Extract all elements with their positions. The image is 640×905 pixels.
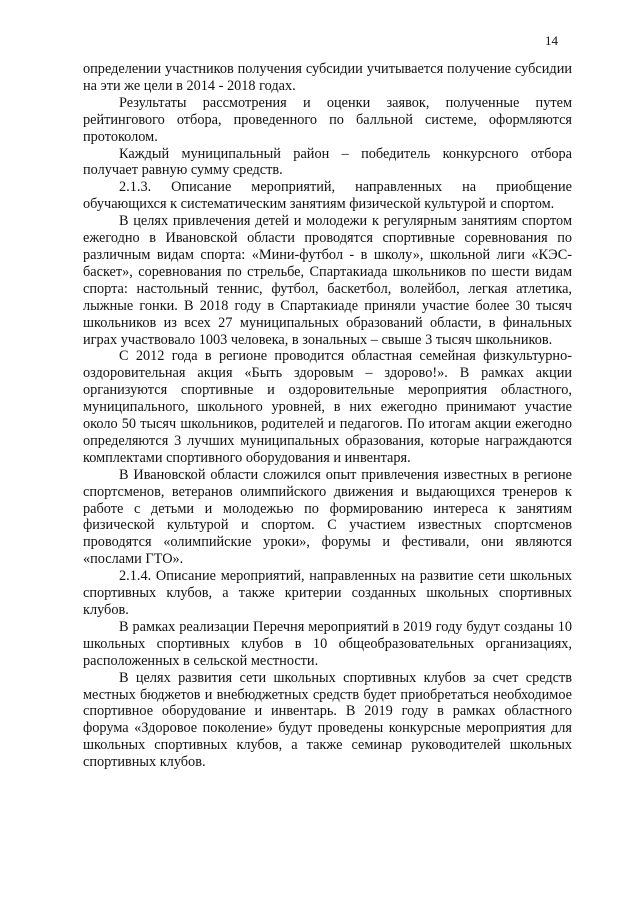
section-heading-2-1-3: 2.1.3. Описание мероприятий, направленных на приобщение обучающихся к систематическим занятиям физической культурой и спортом.	[83, 179, 572, 213]
paragraph-new-clubs: В рамках реализации Перечня мероприятий в 2019 году будут созданы 10 школьных спортивных клубов в 10 общеобразовательных организациях, расположенных в сельской местности.	[83, 618, 572, 669]
paragraph-famous-athletes: В Ивановской области сложился опыт привлечения известных в регионе спортсменов, ветеранов олимпийского движения и выдающихся тренеров к работе с детьми и молодежью по формированию интереса к занятиям физической культурой и спортом. С участием известных спортсменов проводятся «олимпийские уроки», форумы и фестивали, они являются «послами ГТО».	[83, 466, 572, 568]
paragraph-results: Результаты рассмотрения и оценки заявок, полученные путем рейтингового отбора, проведенного по балльной системе, оформляются протоколом.	[83, 94, 572, 145]
section-heading-2-1-4: 2.1.4. Описание мероприятий, направленных на развитие сети школьных спортивных клубов, а также критерии созданных школьных спортивных клубов.	[83, 568, 572, 618]
paragraph-competitions: В целях привлечения детей и молодежи к регулярным занятиям спортом ежегодно в Ивановской области проводятся спортивные соревнования по различным видам спорта: «Мини-футбол - в школу», школьной лиги «КЭС-баскет», соревнования по стрельбе, Спартакиада школьников по шести видам спорта: настольный теннис, футбол, баскетбол, волейбол, легкая атлетика, лыжные гонки. В 2018 году в Спартакиаде приняли участие более 30 тысяч школьников из всех 27 муниципальных образований области, в финальных играх участвовало 1003 человека, в зональных – свыше 3 тысяч школьников.	[83, 213, 572, 348]
page-number: 14	[545, 33, 558, 48]
paragraph-equal-sum: Каждый муниципальный район – победитель конкурсного отбора получает равную сумму средств.	[83, 145, 572, 179]
paragraph-family-action: С 2012 года в регионе проводится областная семейная физкультурно-оздоровительная акция «Быть здоровым – здорово!». В рамках акции организуются спортивные и оздоровительные мероприятия областного, муниципального, школьного уровней, в них ежегодно принимают участие около 50 тысяч школьников, родителей и педагогов. По итогам акции ежегодно определяются 3 лучших муниципальных образования, которые награждаются комплектами спортивного оборудования и инвентаря.	[83, 348, 572, 466]
paragraph-subsidy-continuation: определении участников получения субсидии учитывается получение субсидии на эти же цели в 2014 - 2018 годах.	[83, 61, 572, 94]
paragraph-club-development: В целях развития сети школьных спортивных клубов за счет средств местных бюджетов и внебюджетных средств будет приобретаться необходимое спортивное оборудование и инвентарь. В 2019 году в рамках областного форума «Здоровое поколение» будут проведены конкурсные мероприятия для школьных спортивных клубов, а также семинар руководителей школьных спортивных клубов.	[83, 669, 572, 771]
document-body	[83, 61, 572, 771]
